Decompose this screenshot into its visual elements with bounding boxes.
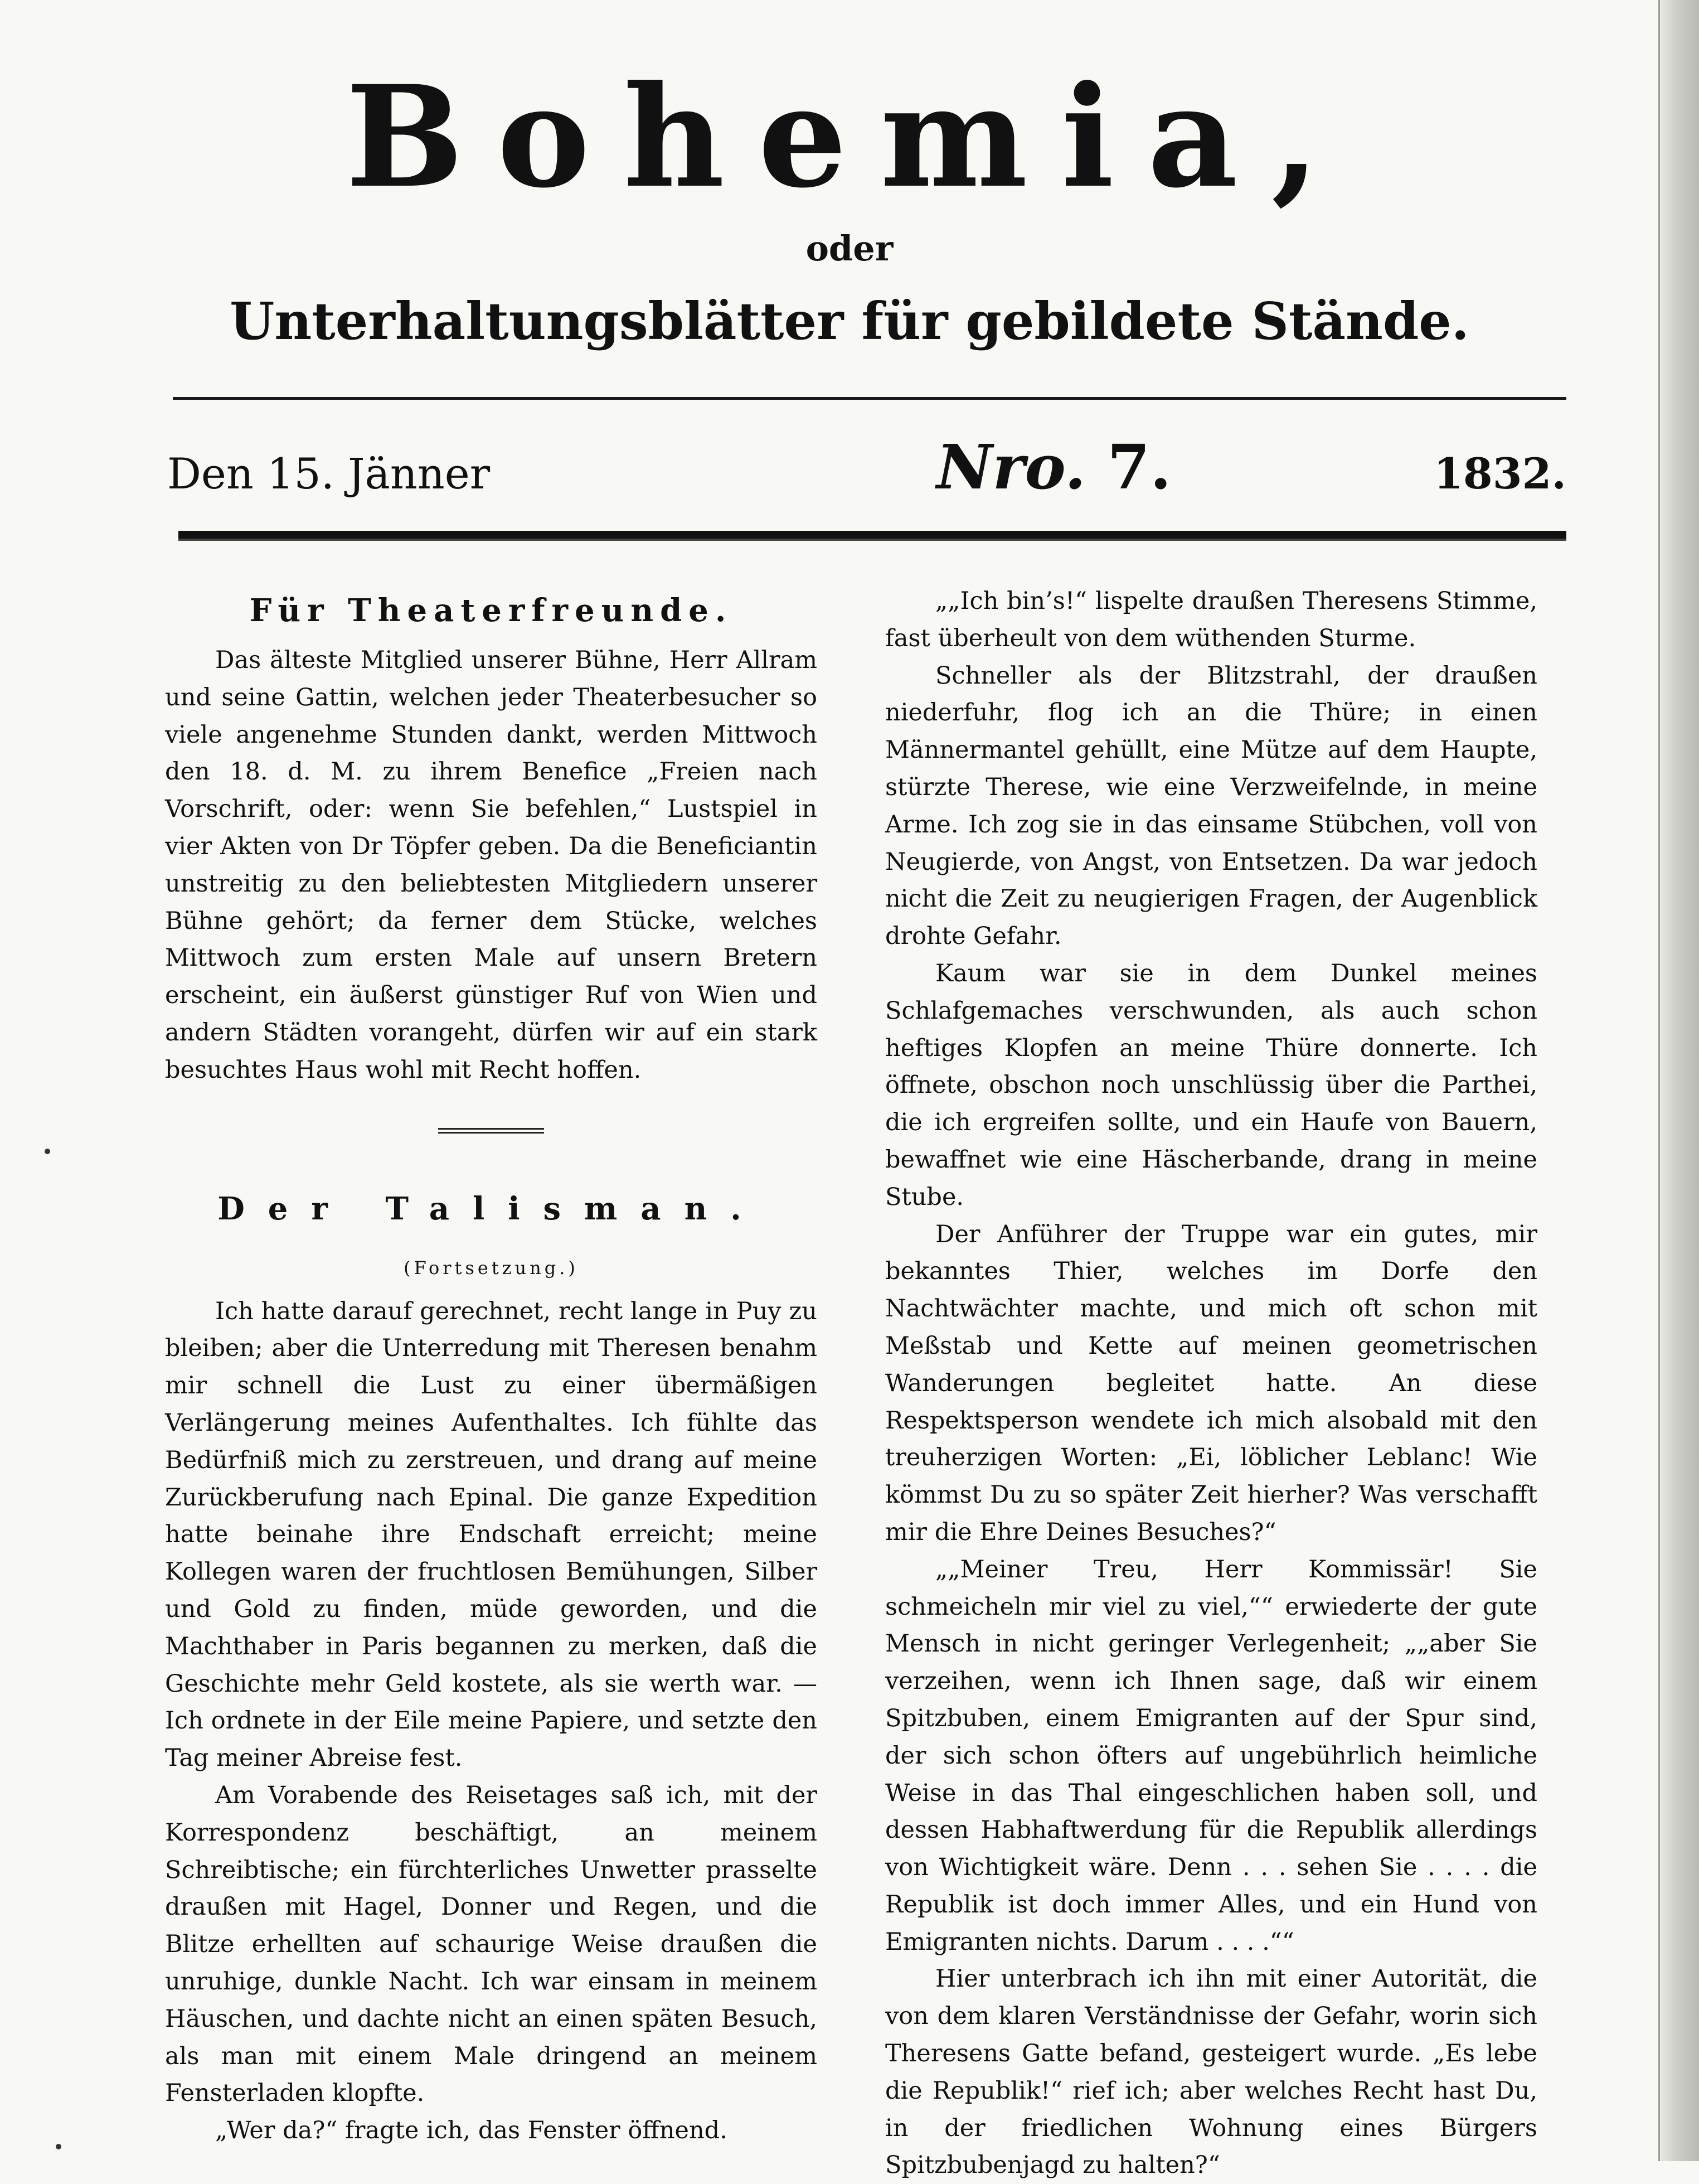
right-column — [885, 583, 1537, 2184]
article-paragraph: Das älteste Mitglied unserer Bühne, Herr Allram und seine Gattin, welchen jeder Theaterbesucher so viele angenehme Stunden dankt, werden Mittwoch den 18. d. M. zu ihrem Benefice „Freien nach Vorschrift, oder: wenn Sie befehlen,“ Lustspiel in vier Akten von Dr Töpfer geben. Da die Beneficiantin unstreitig zu den beliebtesten Mitgliedern unserer Bühne gehört; da ferner dem Stücke, welches Mittwoch zum ersten Male auf unsern Bretern erscheint, ein äußerst günstiger Ruf von Wien und andern Städten vorangeht, dürfen wir auf ein stark besuchtes Haus wohl mit Recht hoffen. — [165, 646, 817, 1084]
article-heading-theaterfreunde: Für Theaterfreunde. — [249, 592, 733, 629]
article-paragraph: „Wer da?“ fragte ich, das Fenster öffnend. — [215, 2117, 727, 2145]
masthead-title: Bohemia, — [346, 55, 1353, 219]
masthead-subtitle: Unterhaltungsblätter für gebildete Stände. — [230, 291, 1469, 351]
issue-number-value: 7. — [1107, 431, 1172, 503]
issue-year: 1832. — [1434, 449, 1566, 498]
article-paragraph: Der Anführer der Truppe war ein gutes, mir bekanntes Thier, welches im Dorfe den Nachtwächter machte, und mich oft schon mit Meßstab und Kette auf meinen geometrischen Wanderungen begleitet hatte. An diese Respektsperson wendete ich mich alsobald mit den treuherzigen Worten: „Ei, löblicher Leblanc! Wie kömmst Du zu so später Zeit hierher? Was verschafft mir die Ehre Deines Besuches?“ — [885, 1220, 1537, 1546]
article-subheading: (Fortsetzung.) — [404, 1257, 579, 1279]
article-paragraph: Kaum war sie in dem Dunkel meines Schlafgemaches verschwunden, als auch schon heftiges Klopfen an meine Thüre donnerte. Ich öffnete, obschon noch unschlüssig über die Parthei, die ich ergreifen sollte, und ein Haufe von Bauern, bewaffnet wie eine Häscherbande, drang in meine Stube. — [885, 959, 1537, 1211]
ink-speck — [56, 2144, 61, 2149]
issue-number-prefix: Nro. — [936, 431, 1086, 503]
article-heading-talisman: Der Talisman. — [217, 1190, 765, 1227]
article-paragraph: Hier unterbrach ich ihn mit einer Autorität, die von dem klaren Verständnisse der Gefahr, worin sich Theresens Gatte befand, gesteigert wurde. „Es lebe die Republik!“ rief ich; aber welches Recht hast Du, in der friedlichen Wohnung eines Bürgers Spitzbubenjagd zu halten?“ — [885, 1965, 1537, 2180]
issue-number — [936, 431, 1172, 503]
dateline — [167, 431, 1566, 507]
masthead-oder: oder — [805, 228, 894, 269]
dateline-rule — [178, 531, 1566, 541]
ink-speck — [45, 1149, 50, 1154]
article-paragraph: Schneller als der Blitzstrahl, der draußen niederfuhr, flog ich an die Thüre; in einen Männermantel gehüllt, eine Mütze auf dem Haupte, stürzte Therese, wie eine Verzweifelnde, in meine Arme. Ich zog sie in das einsame Stübchen, voll von Neugierde, von Angst, von Entsetzen. Da war jedoch nicht die Zeit zu neugierigen Fragen, der Augenblick drohte Gefahr. — [885, 661, 1537, 951]
article-paragraph: Am Vorabende des Reisetages saß ich, mit der Korrespondenz beschäftigt, an meinem Schreibtische; ein fürchterliches Unwetter prasselte draußen mit Hagel, Donner und Regen, und die Blitze erhellten auf schaurige Weise draußen die unruhige, dunkle Nacht. Ich war einsam in meinem Häuschen, und dachte nicht an einen späten Besuch, als man mit einem Male dringend an meinem Fensterladen klopfte. — [165, 1781, 817, 2108]
article-paragraph: „„Meiner Treu, Herr Kommissär! Sie schmeicheln mir viel zu viel,““ erwiederte der gute Mensch in nicht geringer Verlegenheit; „„aber Sie verzeihen, wenn ich Ihnen sage, daß wir einem Spitzbuben, einem Emigranten auf der Spur sind, der sich schon öfters auf ungebührlich heimliche Weise in das Thal eingeschlichen haben soll, und dessen Habhaftwerdung für die Republik allerdings von Wichtigkeit wäre. Denn . . . sehen Sie . . . . die Republik ist doch immer Alles, und ein Hund von Emigranten nichts. Darum . . . .““ — [885, 1555, 1537, 1956]
issue-date: Den 15. Jänner — [167, 449, 491, 498]
article-paragraph: „„Ich bin’s!“ lispelte draußen Theresens Stimme, fast überheult von dem wüthenden Sturme. — [885, 587, 1537, 652]
article-separator — [438, 1128, 544, 1134]
article-paragraph: Ich hatte darauf gerechnet, recht lange in Puy zu bleiben; aber die Unterredung mit Theresen benahm mir schnell die Lust zu einer übermäßigen Verlängerung meines Aufenthaltes. Ich fühlte das Bedürfniß mich zu zerstreuen, und drang auf meine Zurückberufung nach Epinal. Die ganze Expedition hatte beinahe ihre Endschaft erreicht; meine Kollegen waren der fruchtlosen Bemühungen, Silber und Gold zu finden, müde geworden, und die Machthaber in Paris begannen zu merken, daß die Geschichte mehr Geld kostete, als sie werth war. — Ich ordnete in der Eile meine Papiere, und setzte den Tag meiner Abreise fest. — [165, 1297, 817, 1773]
left-column — [165, 583, 817, 2149]
top-rule — [173, 397, 1566, 400]
